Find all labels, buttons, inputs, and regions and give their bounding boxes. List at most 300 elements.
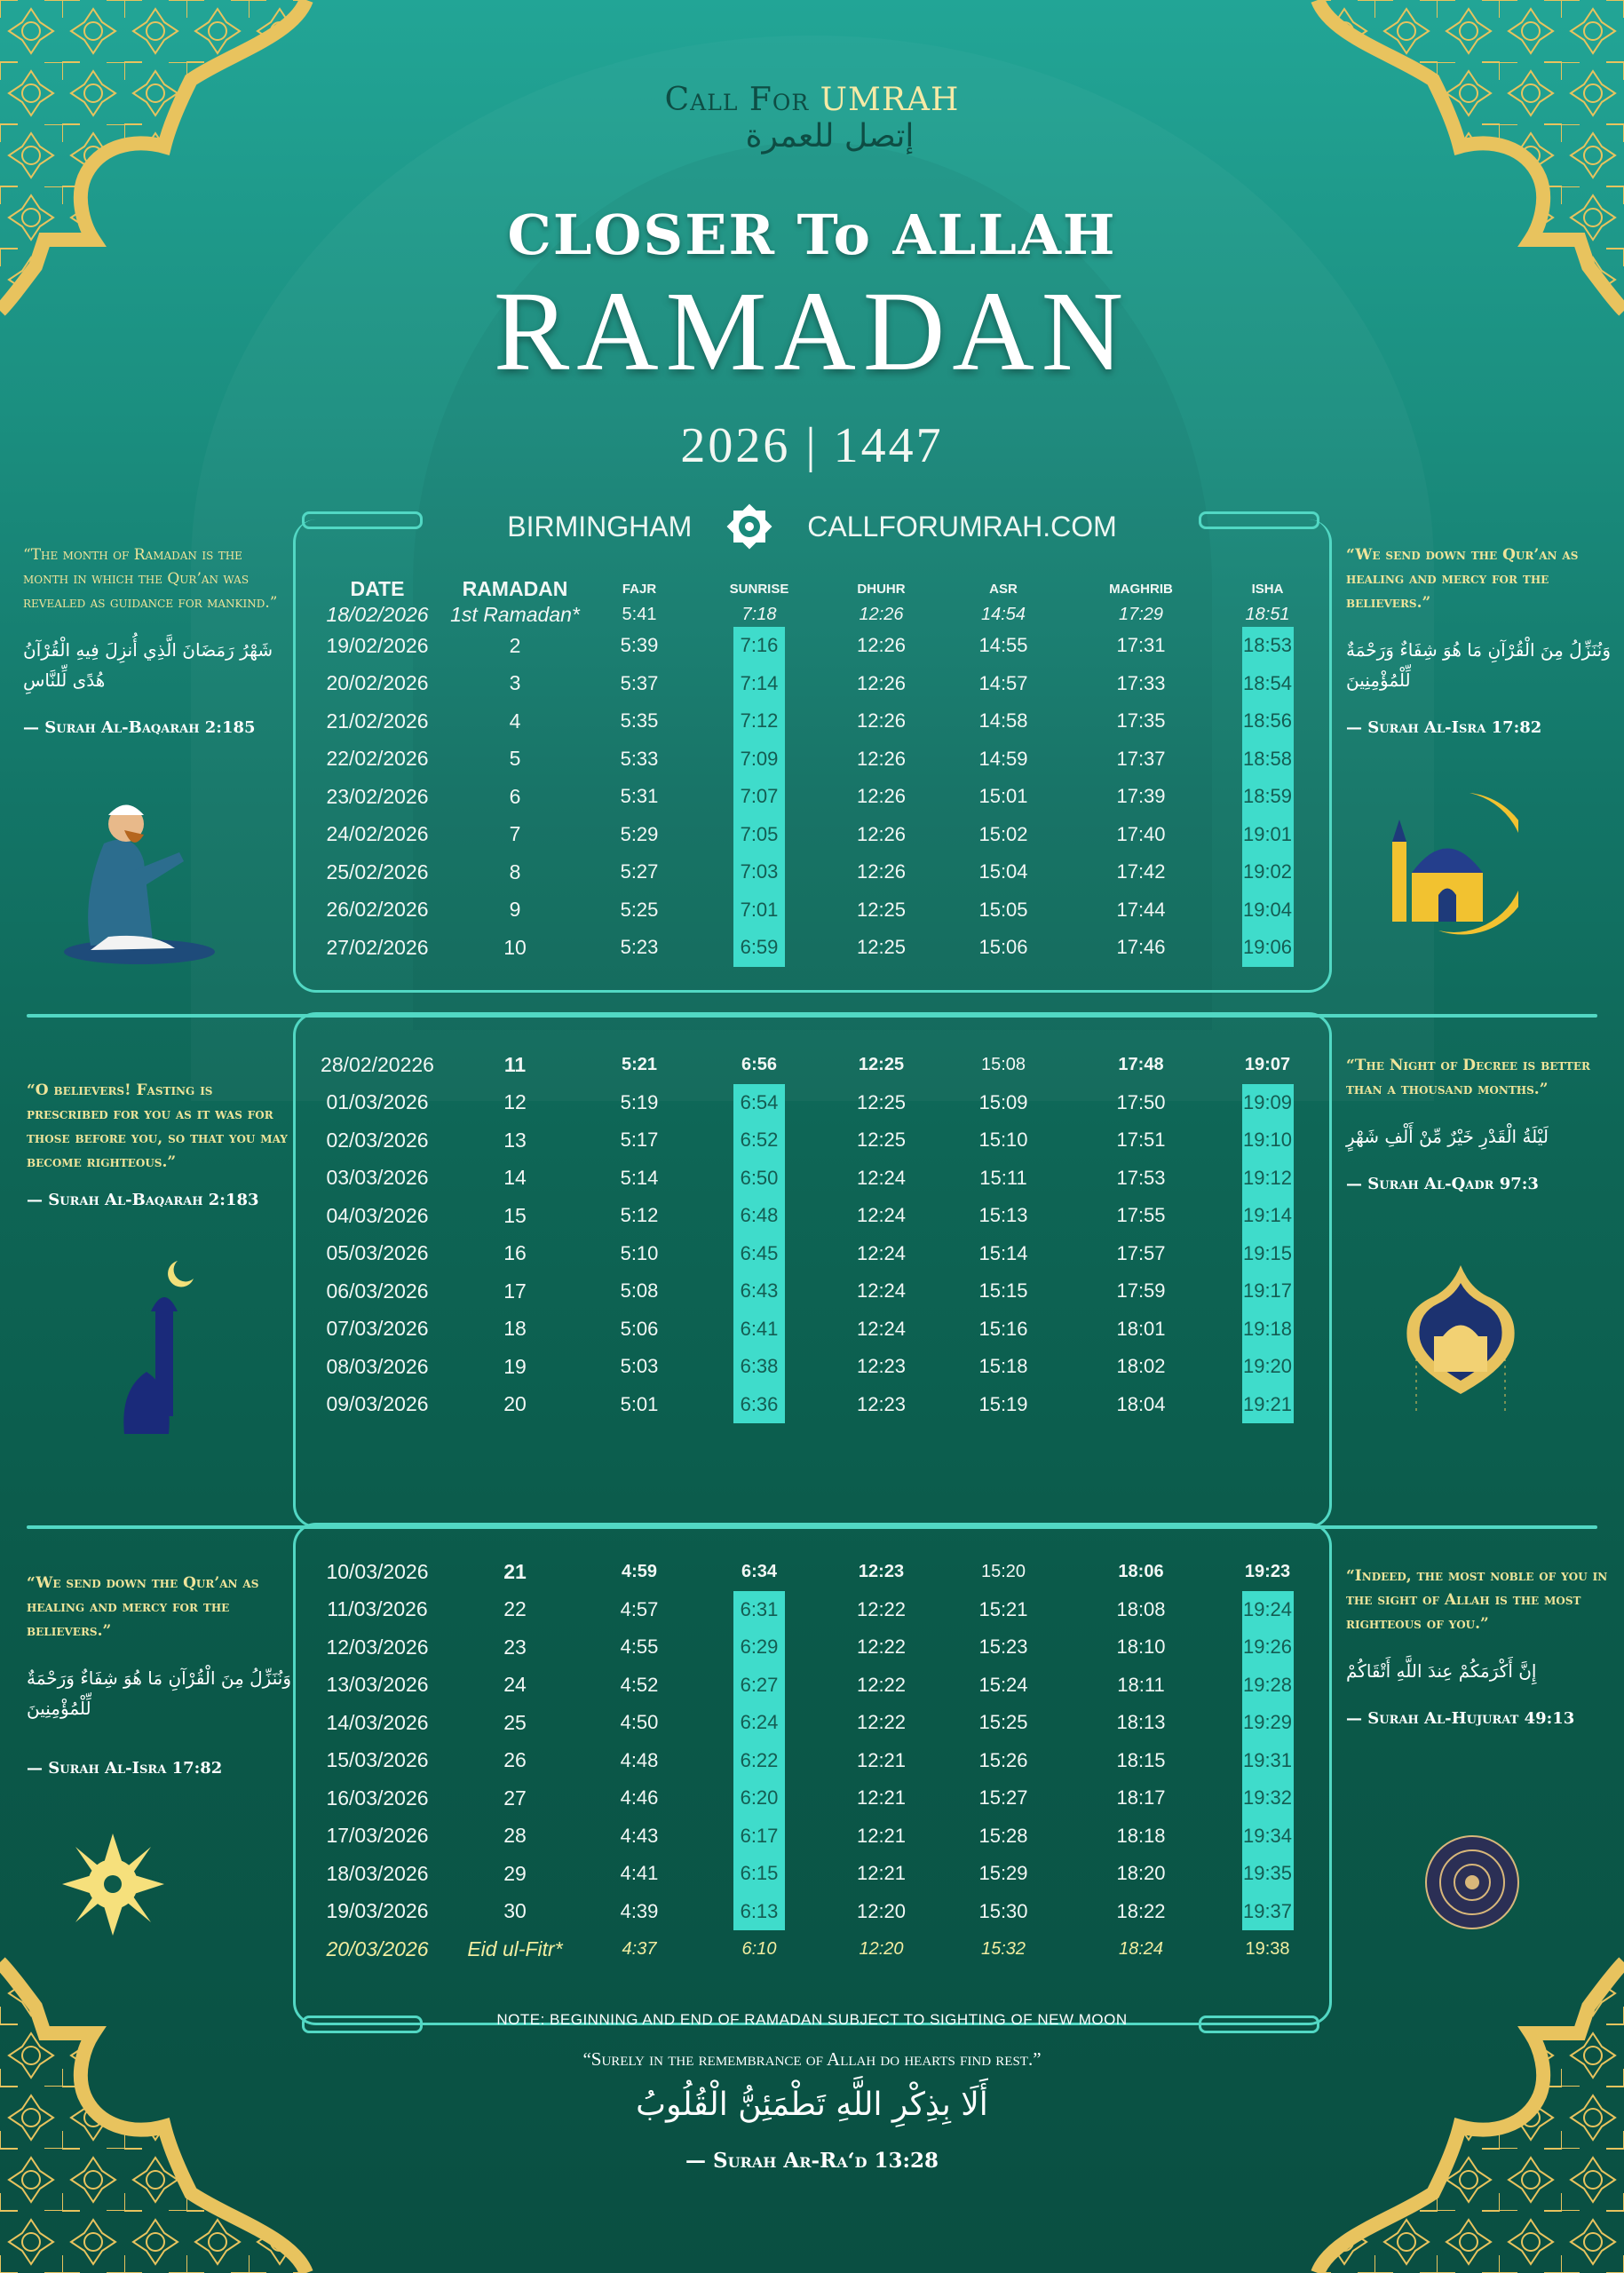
- cell-fajr: 5:31: [620, 785, 659, 808]
- cell-ramadan: 30: [503, 1899, 527, 1923]
- highlighted-time: 6:17: [733, 1818, 785, 1856]
- cell-date: 21/02/2026: [326, 709, 429, 733]
- quote-arabic: شَهْرُ رَمَضَانَ الَّذِي أُنزِلَ فِيهِ الْقُرْآنُ هُدًى لِّلنَّاسِ: [23, 639, 273, 691]
- cell-date: 20/02/2026: [326, 671, 429, 695]
- cell-ramadan: 11: [503, 1052, 527, 1076]
- highlighted-time: 19:32: [1242, 1779, 1294, 1818]
- quote-arabic: وَنُنَزِّلُ مِنَ الْقُرْآنِ مَا هُوَ شِفَاءٌ وَرَحْمَةٌ لِّلْمُؤْمِنِينَ: [1346, 639, 1611, 691]
- cell-dhuhr: 12:21: [856, 1862, 907, 1885]
- highlighted-time: 7:14: [733, 665, 785, 703]
- cell-fajr: 4:50: [620, 1711, 659, 1734]
- cell-asr: 15:04: [978, 860, 1028, 883]
- cell-ramadan: 4: [509, 709, 521, 733]
- highlighted-time: 6:59: [733, 929, 785, 967]
- cell-asr: 15:11: [979, 1166, 1027, 1189]
- mosque-crescent-icon: [1385, 788, 1518, 939]
- cell-dhuhr: 12:23: [856, 1355, 907, 1378]
- cell-asr: 14:57: [978, 671, 1028, 694]
- cell-isha: [1216, 1121, 1319, 1160]
- quote-english: “We send down the Qur’an as healing and mercy for the believers.”: [27, 1574, 259, 1640]
- cell-date: 08/03/2026: [326, 1354, 429, 1378]
- cell-asr: 15:26: [978, 1748, 1028, 1771]
- quote-reference: — Surah Al-Baqarah 2:183: [27, 1191, 259, 1209]
- table-row: [306, 1818, 1319, 1856]
- cell-isha: [1216, 1272, 1319, 1311]
- table-row: [306, 1779, 1319, 1818]
- quote-arabic: وَنُنَزِّلُ مِنَ الْقُرْآنِ مَا هُوَ شِفَاءٌ وَرَحْمَةٌ لِّلْمُؤْمِنِينَ: [27, 1667, 291, 1719]
- highlighted-time: 19:09: [1242, 1084, 1294, 1122]
- highlighted-time: 19:31: [1242, 1742, 1294, 1780]
- cell-isha: [1216, 1628, 1319, 1667]
- gold-star-flower-icon: [58, 1829, 169, 1940]
- cell-dhuhr: 12:24: [856, 1166, 907, 1189]
- cell-asr: 15:08: [980, 1054, 1026, 1074]
- cell-asr: 15:32: [980, 1938, 1026, 1959]
- cell-sunrise: [697, 741, 821, 779]
- cell-dhuhr: 12:26: [856, 822, 907, 845]
- cell-date: 26/02/2026: [326, 898, 429, 922]
- cell-maghrib: 17:39: [1116, 785, 1166, 808]
- cell-date: 28/02/20226: [321, 1052, 434, 1076]
- cell-fajr: 5:19: [620, 1090, 659, 1113]
- table-row: [306, 665, 1319, 703]
- cell-ramadan: 25: [503, 1710, 527, 1734]
- cell-ramadan: 16: [503, 1241, 527, 1265]
- cell-fajr: 4:57: [620, 1597, 659, 1620]
- cell-dhuhr: 12:20: [859, 1938, 904, 1959]
- cell-dhuhr: 12:25: [858, 1054, 905, 1074]
- cell-fajr: 4:39: [620, 1899, 659, 1922]
- cell-sunrise: [697, 853, 821, 891]
- quote-arabic: لَيْلَةُ الْقَدْرِ خَيْرٌ مِّنْ أَلْفِ شَهْرٍ: [1346, 1126, 1549, 1147]
- highlighted-time: 7:05: [733, 816, 785, 854]
- highlighted-time: 6:48: [733, 1197, 785, 1235]
- highlighted-time: 19:04: [1242, 891, 1294, 930]
- table-row: [306, 1160, 1319, 1198]
- table-row: [306, 1742, 1319, 1780]
- cell-isha: [1216, 1235, 1319, 1273]
- prayer-table-section-1: [306, 575, 1319, 967]
- cell-isha: 19:38: [1245, 1938, 1290, 1959]
- quote-reference: — Surah Al-Baqarah 2:185: [23, 718, 256, 737]
- cell-fajr: 5:03: [620, 1355, 659, 1378]
- highlighted-time: 19:06: [1242, 929, 1294, 967]
- cell-fajr: 5:21: [621, 1054, 658, 1074]
- cell-fajr: 5:29: [620, 822, 659, 845]
- cell-isha: 18:51: [1245, 604, 1290, 624]
- cell-asr: 15:23: [978, 1635, 1028, 1659]
- highlighted-time: 19:12: [1242, 1160, 1294, 1198]
- cell-fajr: 4:59: [621, 1561, 658, 1581]
- crescent-minaret-icon: [62, 1256, 213, 1474]
- quote-reference: — Surah Al-Hujurat 49:13: [1346, 1709, 1575, 1728]
- cell-maghrib: 18:24: [1118, 1938, 1164, 1959]
- quote-reference: — Surah Al-Qadr 97:3: [1346, 1175, 1539, 1193]
- cell-maghrib: 17:33: [1116, 671, 1166, 694]
- cell-dhuhr: 12:21: [856, 1824, 907, 1847]
- header-ramadan: RAMADAN: [462, 576, 568, 600]
- cell-dhuhr: 12:25: [856, 898, 907, 921]
- quote-right-3: [1346, 1564, 1612, 1728]
- highlighted-time: 6:31: [733, 1591, 785, 1629]
- cell-sunrise: 6:56: [741, 1054, 778, 1074]
- cell-sunrise: [697, 627, 821, 665]
- cell-ramadan: 6: [509, 784, 521, 808]
- website-label: CALLFORUMRAH.COM: [807, 510, 1117, 543]
- cell-fajr: 5:06: [620, 1317, 659, 1340]
- highlighted-time: 18:56: [1242, 702, 1294, 741]
- hanging-mosque-lantern-icon: [1398, 1261, 1523, 1421]
- cell-sunrise: [697, 1160, 821, 1198]
- header-fajr: FAJR: [622, 581, 657, 597]
- cell-ramadan: 1st Ramadan*: [450, 602, 580, 626]
- highlighted-time: 19:02: [1242, 853, 1294, 891]
- cell-asr: 14:58: [978, 709, 1028, 733]
- cell-maghrib: 17:57: [1116, 1241, 1166, 1264]
- cell-isha: [1216, 1084, 1319, 1122]
- cell-maghrib: 18:18: [1116, 1824, 1166, 1847]
- cell-sunrise: [697, 1121, 821, 1160]
- cell-date: 19/03/2026: [326, 1899, 429, 1923]
- cell-maghrib: 17:37: [1116, 747, 1166, 770]
- cell-maghrib: 17:29: [1118, 604, 1164, 624]
- cell-dhuhr: 12:21: [856, 1748, 907, 1771]
- cell-sunrise: [697, 1742, 821, 1780]
- highlighted-time: 6:29: [733, 1628, 785, 1667]
- highlighted-time: 18:59: [1242, 778, 1294, 816]
- cell-sunrise: [697, 1704, 821, 1742]
- cell-fajr: 4:37: [622, 1938, 657, 1959]
- cell-maghrib: 18:10: [1116, 1635, 1166, 1659]
- highlighted-time: 7:07: [733, 778, 785, 816]
- cell-sunrise: [697, 1272, 821, 1311]
- cell-fajr: 5:25: [620, 898, 659, 921]
- header-asr: ASR: [989, 581, 1018, 597]
- highlighted-time: 6:36: [733, 1386, 785, 1424]
- cell-sunrise: [697, 1855, 821, 1893]
- cell-sunrise: 6:10: [741, 1938, 777, 1959]
- cell-ramadan: 14: [503, 1166, 527, 1190]
- quote-arabic: إِنَّ أَكْرَمَكُمْ عِندَ اللَّهِ أَتْقَاكُمْ: [1346, 1660, 1537, 1682]
- highlighted-time: 19:20: [1242, 1348, 1294, 1386]
- quote-left-3: [27, 1572, 293, 1778]
- cell-dhuhr: 12:26: [859, 604, 904, 624]
- cell-maghrib: 17:53: [1116, 1166, 1166, 1189]
- highlighted-time: 19:17: [1242, 1272, 1294, 1311]
- header-date: DATE: [350, 576, 405, 600]
- cell-sunrise: [697, 1818, 821, 1856]
- cell-asr: 15:09: [978, 1090, 1028, 1113]
- frame-bar-top-left: [302, 511, 423, 529]
- cell-asr: 15:14: [978, 1241, 1028, 1264]
- cell-asr: 14:55: [978, 634, 1028, 657]
- cell-isha: [1216, 1591, 1319, 1629]
- table-row: [306, 853, 1319, 891]
- cell-dhuhr: 12:21: [856, 1786, 907, 1810]
- cell-isha: [1216, 1818, 1319, 1856]
- cell-date: 24/02/2026: [326, 822, 429, 846]
- highlighted-time: 19:37: [1242, 1893, 1294, 1931]
- cell-date: 22/02/2026: [326, 747, 429, 771]
- cell-ramadan: 15: [503, 1203, 527, 1227]
- cell-maghrib: 18:11: [1117, 1673, 1165, 1696]
- cell-maghrib: 17:42: [1116, 860, 1166, 883]
- cell-fajr: 5:10: [620, 1241, 659, 1264]
- cell-dhuhr: 12:26: [856, 671, 907, 694]
- cell-date: 23/02/2026: [326, 784, 429, 808]
- cell-dhuhr: 12:25: [856, 1129, 907, 1152]
- cell-asr: 15:20: [980, 1561, 1026, 1581]
- quote-reference: — Surah Al-Isra 17:82: [27, 1759, 223, 1778]
- cell-isha: [1216, 1348, 1319, 1386]
- year-label: 2026 | 1447: [680, 418, 944, 473]
- brand-name-accent: UMRAH: [820, 82, 960, 118]
- section-1-rows: [306, 627, 1319, 967]
- cell-maghrib: 17:44: [1116, 898, 1166, 921]
- highlighted-time: 6:52: [733, 1121, 785, 1160]
- cell-dhuhr: 12:26: [856, 709, 907, 733]
- cell-asr: 15:28: [978, 1824, 1028, 1847]
- highlighted-time: 7:09: [733, 741, 785, 779]
- cell-dhuhr: 12:23: [858, 1561, 905, 1581]
- cell-sunrise: [697, 665, 821, 703]
- cell-isha: [1216, 1779, 1319, 1818]
- prayer-table-section-2: [306, 1046, 1319, 1423]
- cell-date: 20/03/2026: [326, 1936, 429, 1960]
- cell-ramadan: 28: [503, 1824, 527, 1848]
- highlighted-time: 6:43: [733, 1272, 785, 1311]
- header-isha: ISHA: [1251, 581, 1284, 597]
- highlighted-time: 19:26: [1242, 1628, 1294, 1667]
- table-row: [306, 929, 1319, 967]
- cell-isha: [1216, 741, 1319, 779]
- cell-date: 04/03/2026: [326, 1203, 429, 1227]
- cell-ramadan: 18: [503, 1317, 527, 1341]
- table-row: [306, 1628, 1319, 1667]
- quote-left-1: [23, 543, 289, 737]
- cell-asr: 15:06: [978, 936, 1028, 959]
- cell-dhuhr: 12:24: [856, 1204, 907, 1227]
- cell-ramadan: 24: [503, 1673, 527, 1697]
- highlighted-time: 7:12: [733, 702, 785, 741]
- cell-ramadan: 23: [503, 1635, 527, 1659]
- cell-dhuhr: 12:20: [856, 1899, 907, 1922]
- cell-ramadan: Eid ul-Fitr*: [467, 1936, 563, 1960]
- cell-ramadan: 22: [503, 1597, 527, 1621]
- cell-isha: [1216, 778, 1319, 816]
- cell-asr: 15:15: [978, 1279, 1028, 1303]
- cell-maghrib: 18:08: [1116, 1597, 1166, 1620]
- brand-logo: [0, 82, 1624, 154]
- cell-ramadan: 27: [503, 1786, 527, 1810]
- cell-sunrise: [697, 1893, 821, 1931]
- highlighted-time: 19:14: [1242, 1197, 1294, 1235]
- cell-fajr: 5:27: [620, 860, 659, 883]
- cell-isha: [1216, 929, 1319, 967]
- cell-fajr: 5:23: [620, 936, 659, 959]
- cell-ramadan: 5: [509, 747, 521, 771]
- cell-dhuhr: 12:26: [856, 785, 907, 808]
- highlighted-time: 6:24: [733, 1704, 785, 1742]
- cell-fajr: 4:52: [620, 1673, 659, 1696]
- cell-sunrise: [697, 702, 821, 741]
- cell-maghrib: 17:46: [1116, 936, 1166, 959]
- cell-dhuhr: 12:26: [856, 747, 907, 770]
- cell-asr: 15:01: [978, 785, 1028, 808]
- cell-maghrib: 17:55: [1116, 1204, 1166, 1227]
- cell-isha: [1216, 627, 1319, 665]
- cell-date: 12/03/2026: [326, 1635, 429, 1659]
- header-sunrise: SUNRISE: [729, 581, 789, 597]
- cell-isha: 19:07: [1244, 1054, 1291, 1074]
- highlighted-time: 7:16: [733, 627, 785, 665]
- cell-maghrib: 17:51: [1116, 1129, 1166, 1152]
- table-row: [306, 741, 1319, 779]
- cell-isha: [1216, 1893, 1319, 1931]
- cell-isha: [1216, 665, 1319, 703]
- cell-ramadan: 21: [503, 1559, 527, 1583]
- cell-ramadan: 17: [503, 1279, 527, 1303]
- highlighted-time: 19:29: [1242, 1704, 1294, 1742]
- cell-date: 14/03/2026: [326, 1710, 429, 1734]
- cell-date: 16/03/2026: [326, 1786, 429, 1810]
- cell-date: 03/03/2026: [326, 1166, 429, 1190]
- cell-isha: [1216, 1311, 1319, 1349]
- table-row: [306, 1311, 1319, 1349]
- brand-name: [0, 82, 1624, 118]
- cell-isha: [1216, 853, 1319, 891]
- cell-asr: 15:27: [978, 1786, 1028, 1810]
- cell-asr: 15:25: [978, 1711, 1028, 1734]
- title-ramadan: RAMADAN: [493, 268, 1131, 394]
- table-row: [306, 1893, 1319, 1931]
- cell-fajr: 5:01: [620, 1392, 659, 1415]
- cell-sunrise: [697, 1348, 821, 1386]
- cell-maghrib: 18:04: [1116, 1392, 1166, 1415]
- table-row: [306, 1704, 1319, 1742]
- cell-ramadan: 9: [509, 898, 521, 922]
- table-row: [306, 1235, 1319, 1273]
- cell-ramadan: 19: [503, 1354, 527, 1378]
- cell-date: 09/03/2026: [326, 1392, 429, 1416]
- highlighted-time: 6:27: [733, 1667, 785, 1705]
- highlighted-time: 19:18: [1242, 1311, 1294, 1349]
- quote-right-1: [1346, 543, 1612, 737]
- moon-sighting-note: NOTE: BEGINNING AND END OF RAMADAN SUBJECT TO SIGHTING OF NEW MOON: [496, 2011, 1128, 2028]
- table-row: [306, 702, 1319, 741]
- highlighted-time: 6:41: [733, 1311, 785, 1349]
- table-row: [306, 627, 1319, 665]
- cell-sunrise: [697, 1235, 821, 1273]
- cell-isha: [1216, 1704, 1319, 1742]
- cell-maghrib: 18:13: [1116, 1711, 1166, 1734]
- cell-sunrise: [697, 1197, 821, 1235]
- cell-date: 27/02/2026: [326, 935, 429, 959]
- cell-fajr: 4:43: [620, 1824, 659, 1847]
- cell-date: 07/03/2026: [326, 1317, 429, 1341]
- cell-dhuhr: 12:25: [856, 936, 907, 959]
- table-row: [306, 816, 1319, 854]
- cell-date: 19/02/2026: [326, 633, 429, 657]
- cell-maghrib: 18:22: [1116, 1899, 1166, 1922]
- cell-sunrise: [697, 1084, 821, 1122]
- cell-fajr: 5:37: [620, 671, 659, 694]
- quote-left-2: [27, 1079, 293, 1209]
- cell-fajr: 4:46: [620, 1786, 659, 1810]
- cell-asr: 15:18: [978, 1355, 1028, 1378]
- highlighted-time: 19:28: [1242, 1667, 1294, 1705]
- cell-dhuhr: 12:22: [856, 1597, 907, 1620]
- cell-ramadan: 13: [503, 1128, 527, 1152]
- cell-isha: [1216, 1742, 1319, 1780]
- cell-sunrise: [697, 1591, 821, 1629]
- quote-english: “The Night of Decree is better than a thousand months.”: [1346, 1057, 1590, 1098]
- highlighted-time: 18:53: [1242, 627, 1294, 665]
- highlighted-time: 7:01: [733, 891, 785, 930]
- cell-date: 11/03/2026: [327, 1597, 428, 1621]
- cell-asr: 15:30: [978, 1899, 1028, 1922]
- cell-maghrib: 18:15: [1116, 1748, 1166, 1771]
- highlighted-time: 18:54: [1242, 665, 1294, 703]
- brand-arabic: إتصل للعمرة: [745, 118, 915, 154]
- cell-date: 05/03/2026: [326, 1241, 429, 1265]
- header-maghrib: MAGHRIB: [1109, 581, 1173, 597]
- footer-quote-arabic: أَلَا بِذِكْرِ اللَّهِ تَطْمَئِنُّ الْقُلُوبُ: [636, 2087, 988, 2123]
- cell-date: 25/02/2026: [326, 859, 429, 883]
- cell-sunrise: [697, 891, 821, 930]
- cell-sunrise: [697, 816, 821, 854]
- prayer-table-section-3: [306, 1553, 1319, 1968]
- cell-date: 10/03/2026: [326, 1559, 429, 1583]
- highlighted-time: 6:13: [733, 1893, 785, 1931]
- cell-maghrib: 18:06: [1118, 1561, 1164, 1581]
- cell-ramadan: 8: [509, 859, 521, 883]
- cell-ramadan: 10: [503, 935, 527, 959]
- cell-dhuhr: 12:25: [856, 1090, 907, 1113]
- quote-english: “O believers! Fasting is prescribed for you as it was for those before you, so that you may become righteous.”: [27, 1081, 288, 1171]
- cell-maghrib: 18:20: [1116, 1862, 1166, 1885]
- cell-maghrib: 17:35: [1116, 709, 1166, 733]
- cell-sunrise: [697, 929, 821, 967]
- table-row-first-ramadan: [306, 602, 1319, 627]
- highlighted-time: 6:20: [733, 1779, 785, 1818]
- cell-date: 17/03/2026: [326, 1824, 429, 1848]
- cell-dhuhr: 12:24: [856, 1279, 907, 1303]
- cell-dhuhr: 12:26: [856, 634, 907, 657]
- cell-sunrise: 6:34: [741, 1561, 778, 1581]
- title-closer-to-allah: CLOSER To ALLAH: [507, 202, 1117, 267]
- cell-isha: [1216, 1197, 1319, 1235]
- table-row: [306, 1121, 1319, 1160]
- brand-name-prefix: Call For: [664, 82, 820, 118]
- table-row: [306, 1197, 1319, 1235]
- cell-fajr: 4:55: [620, 1635, 659, 1659]
- cell-asr: 15:16: [978, 1317, 1028, 1340]
- cell-sunrise: [697, 1311, 821, 1349]
- highlighted-time: 6:38: [733, 1348, 785, 1386]
- cell-fajr: 4:41: [620, 1862, 659, 1885]
- cell-ramadan: 29: [503, 1861, 527, 1885]
- cell-isha: [1216, 1160, 1319, 1198]
- cell-dhuhr: 12:22: [856, 1711, 907, 1734]
- highlighted-time: 18:58: [1242, 741, 1294, 779]
- cell-asr: 14:54: [980, 604, 1026, 624]
- cell-fajr: 5:41: [622, 604, 657, 624]
- quote-reference: — Surah Al-Isra 17:82: [1346, 718, 1542, 737]
- cell-isha: 19:23: [1244, 1561, 1291, 1581]
- highlighted-time: 6:15: [733, 1855, 785, 1893]
- cell-dhuhr: 12:22: [856, 1673, 907, 1696]
